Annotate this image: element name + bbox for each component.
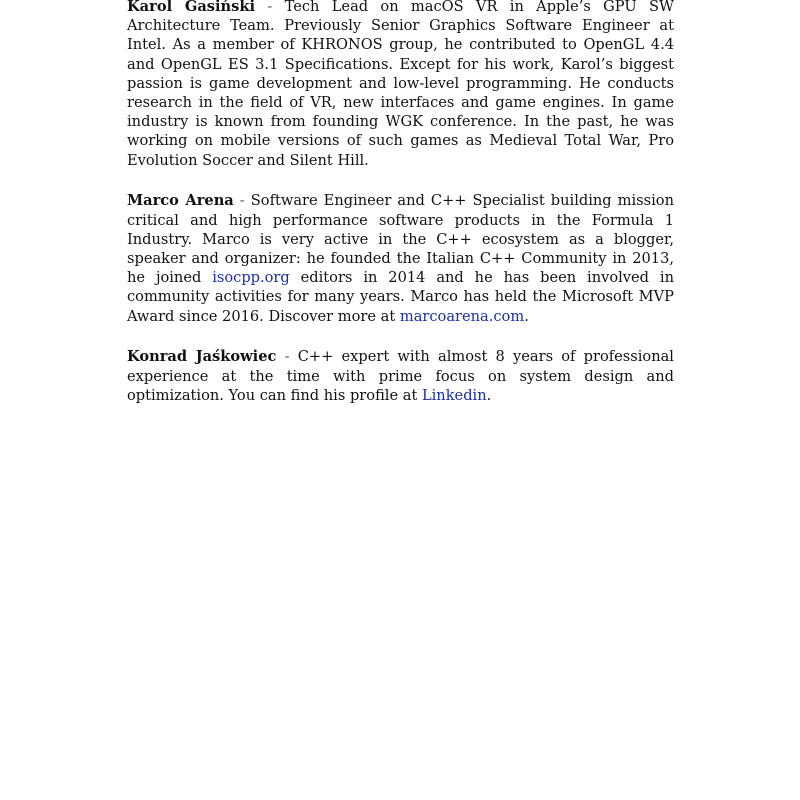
bio-text: C++ expert with almost 8 years of professional experience at the time with prime focus on system design and optimization. You can find his profile at	[127, 348, 674, 404]
bio-text: .	[524, 307, 529, 325]
isocpp-link[interactable]: isocpp.org	[212, 269, 290, 287]
name-separator: -	[255, 0, 285, 15]
bio-text: .	[486, 386, 492, 404]
marcoarena-link[interactable]: marcoarena.com	[399, 307, 525, 325]
author-name: Konrad Jaśkowiec	[127, 348, 277, 366]
bio-text: Tech Lead on macOS VR in Apple’s GPU SW Architecture Team. Previously Senior Graphics Software Engineer at Intel. As a member of KHRONOS group, he contributed to OpenGL 4.4 and OpenGL ES 3.1 Specifications. Except for his work, Karol’s biggest passion is game development and low-level programming. He conducts research in the field of VR, new interfaces and game engines. In game industry is known from founding WGK conference. In the past, he was working on mobile versions of such games as Medieval Total War, Pro Evolution Soccer and Silent Hill.	[127, 0, 674, 169]
author-name: Marco Arena	[127, 192, 234, 210]
author-name: Karol Gasiński	[127, 0, 256, 15]
bio-text: Software Engineer and C++ Specialist building mission critical and high performance software products in the Formula 1 Industry. Marco is very active in the C++ ecosystem as a blogger, speaker and organizer: he founded the Italian C++ Community in 2013, he joined	[127, 192, 674, 287]
linkedin-link[interactable]: Linkedin	[421, 386, 487, 404]
bio-karol-gasinski	[127, 0, 674, 170]
bio-marco-arena	[127, 191, 674, 325]
document-page	[127, 0, 674, 427]
name-separator: -	[276, 348, 298, 366]
bio-text: editors in 2014 and he has been involved in community activities for many years. Marco has held the Microsoft MVP Award since 2016. Discover more at	[127, 269, 674, 325]
name-separator: -	[233, 192, 251, 210]
bio-konrad-jaskowiec	[127, 347, 674, 405]
